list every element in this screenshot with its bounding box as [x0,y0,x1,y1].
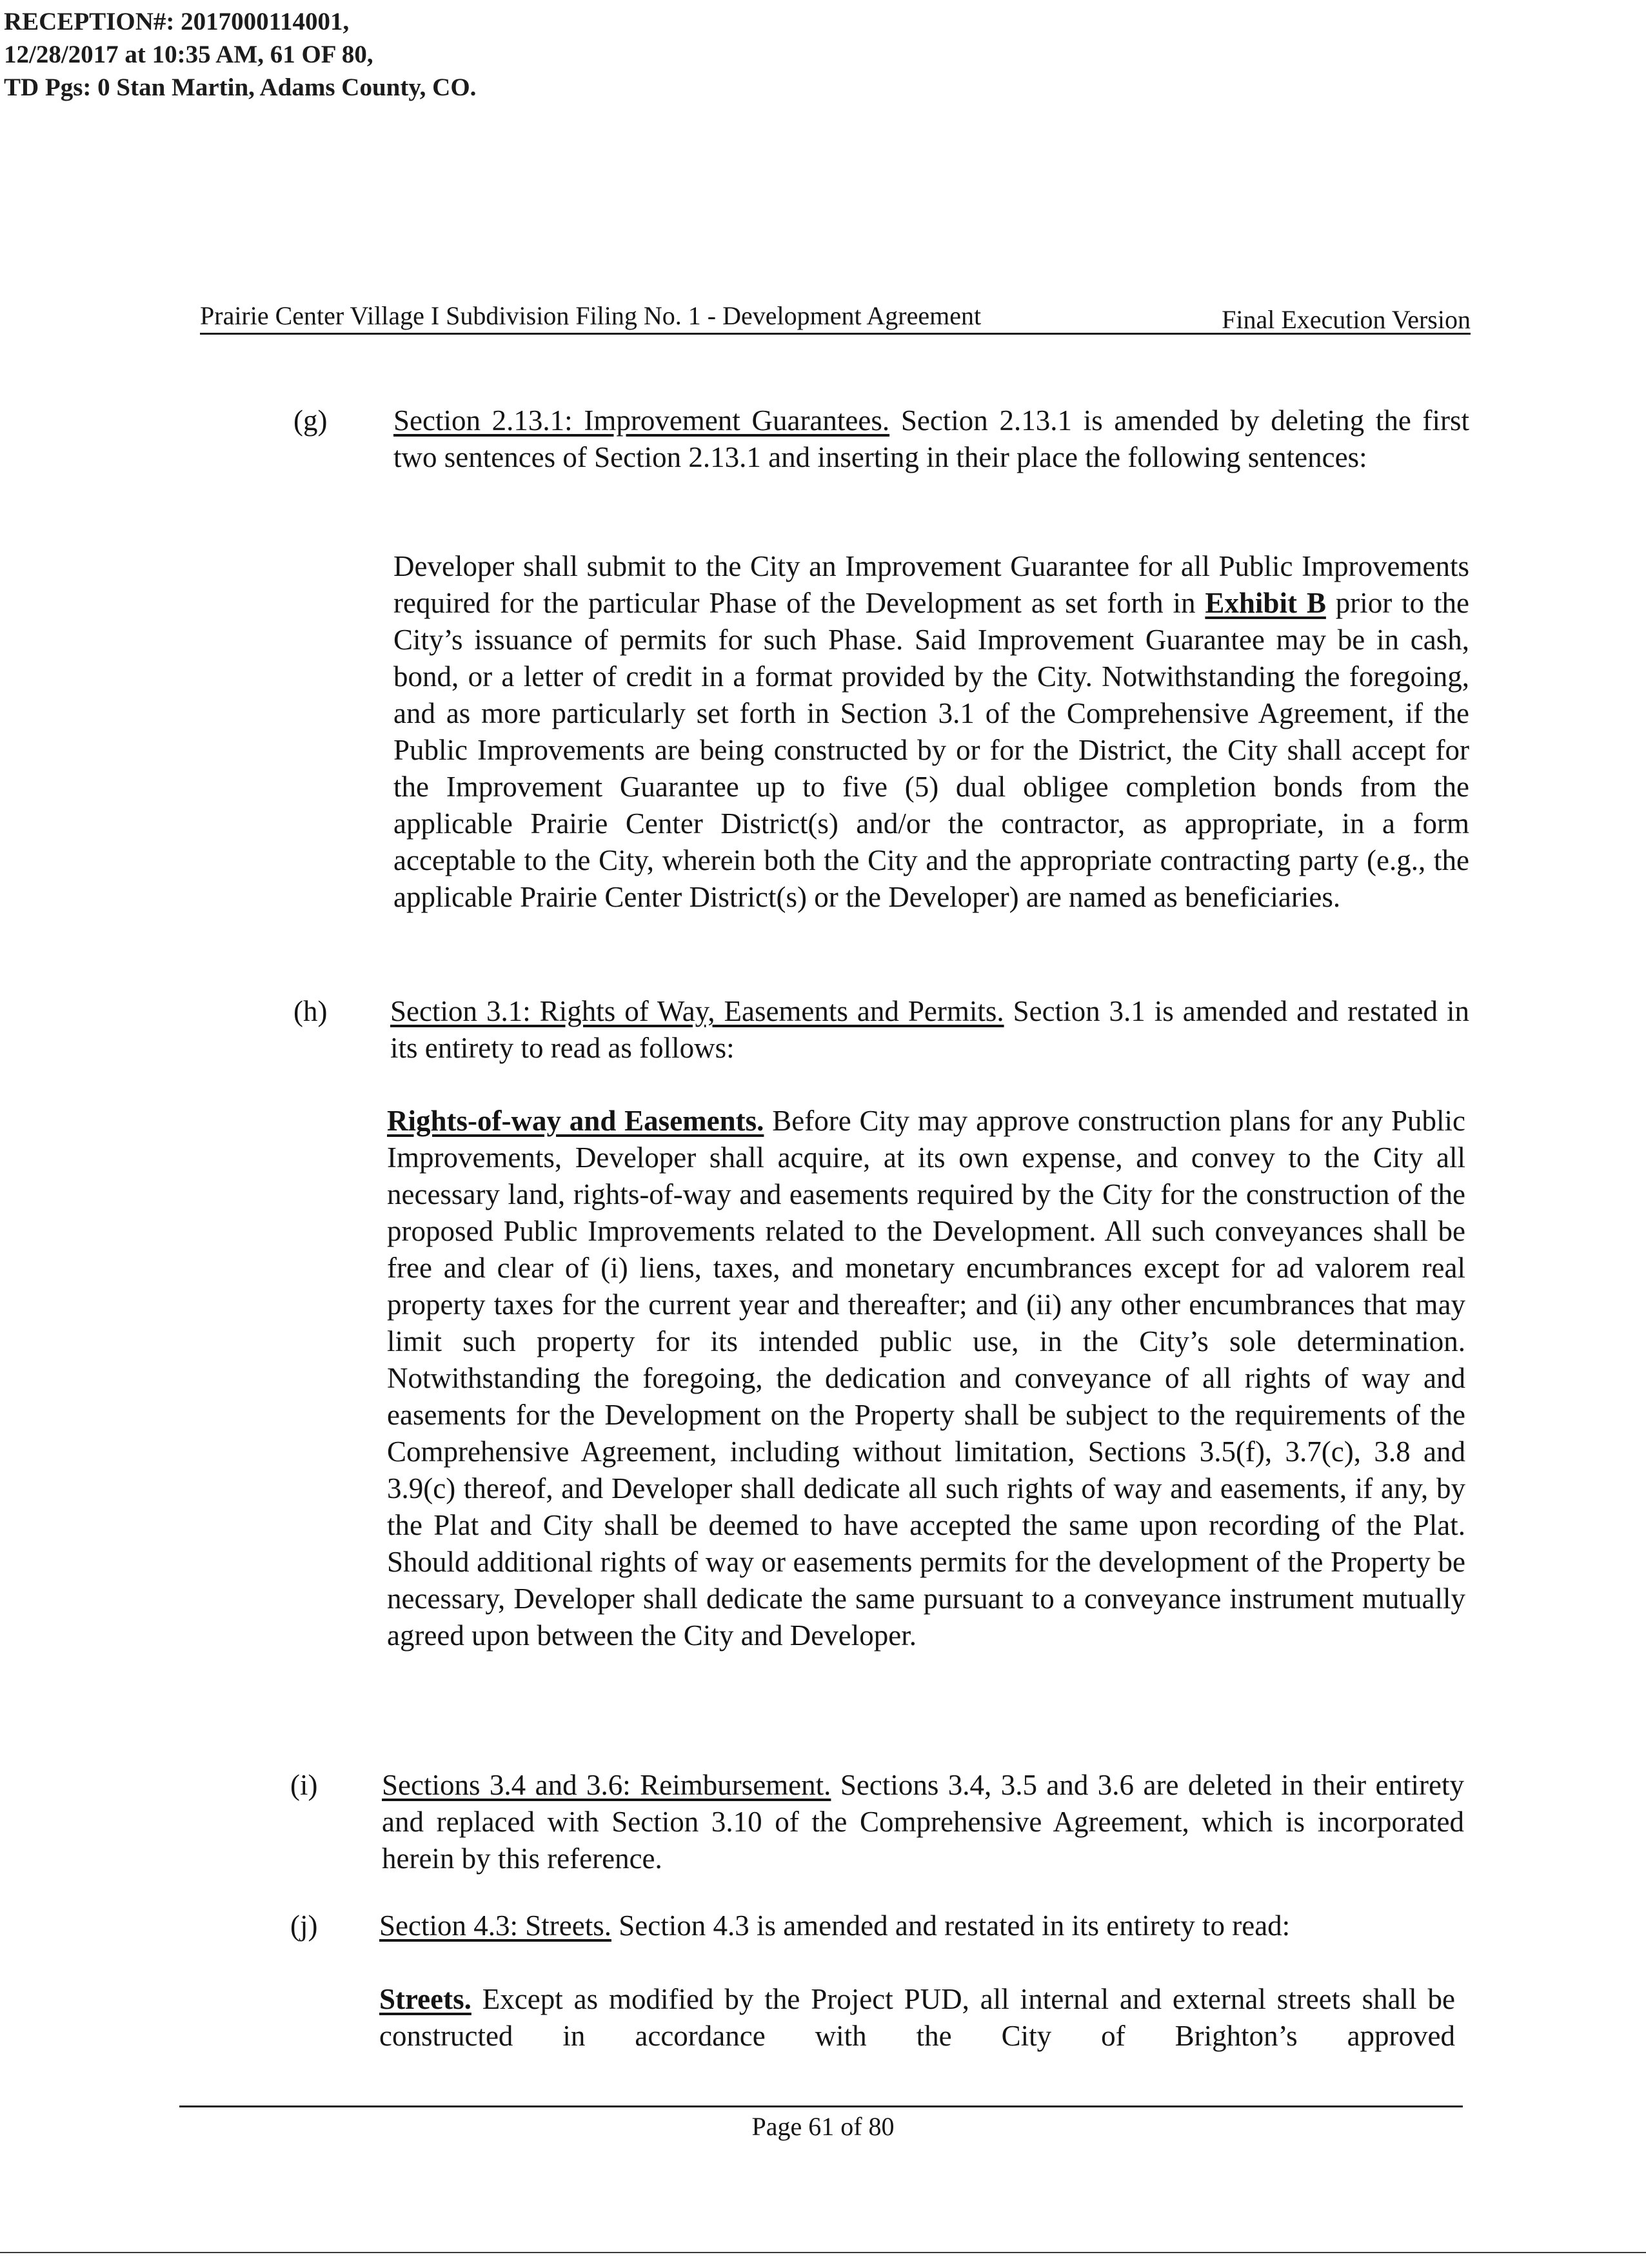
section-i-text [382,1767,1464,1877]
streets-heading: Streets. [379,1983,471,2015]
running-header [200,294,1471,335]
section-h-body-text: Before City may approve construction plans for any Public Improvements, Developer shall acquire, at its own expense, and convey to the City all necessary land, rights-of-way and easements required by the City for the construction of the proposed Public Improvements related to the Development. All such conveyances shall be free and clear of (i) liens, taxes, and monetary encumbrances except for ad valorem real property taxes for the current year and thereafter; and (ii) any other encumbrances that may limit such property for its intended public use, in the City’s sole determination. Notwithstanding the foregoing, the dedication and conveyance of all rights of way and easements for the Development on the Property shall be subject to the requirements of the Comprehensive Agreement, including without limitation, Sections 3.5(f), 3.7(c), 3.8 and 3.9(c) thereof, and Developer shall dedicate all such rights of way and easements, if any, by the Plat and City shall be deemed to have accepted the same upon recording of the Plat. Should additional rights of way or easements permits for the development of the Property be necessary, Developer shall dedicate the same pursuant to a conveyance instrument mutually agreed upon between the City and Developer. [387,1105,1466,1652]
recording-stamp-line-3: TD Pgs: 0 Stan Martin, Adams County, CO. [4,74,477,101]
section-marker-i: (i) [290,1769,318,1801]
section-g-heading: Section 2.13.1: Improvement Guarantees. [393,404,890,437]
section-g-body-part-1: Developer shall submit to the City an Improvement Guarantee for all Public Improvements required for the particular Phase of the Development as set forth in [393,550,1469,619]
section-j-heading: Section 4.3: Streets. [379,1909,611,1942]
recording-stamp-line-2: 12/28/2017 at 10:35 AM, 61 OF 80, [4,41,373,68]
recording-stamp-line-1: RECEPTION#: 2017000114001, [4,8,350,35]
section-marker-j: (j) [290,1909,318,1942]
section-h-heading: Section 3.1: Rights of Way, Easements and Permits. [390,995,1004,1027]
footer-rule [179,2105,1463,2107]
section-g-intro-text: Section 2.13.1 is amended by deleting the first two sentences of Section 2.13.1 and inserting in their place the following sentences: [393,404,1470,473]
rights-of-way-heading: Rights-of-way and Easements. [387,1105,764,1137]
section-i-heading: Sections 3.4 and 3.6: Reimbursement. [382,1769,831,1801]
section-g-body [393,548,1469,916]
section-h-intro-text: Section 3.1 is amended and restated in its entirety to read as follows: [390,995,1470,1064]
section-h-body [387,1103,1465,1654]
section-j-body [379,1981,1455,2055]
recording-stamp [4,5,476,104]
section-j-intro-text: Section 4.3 is amended and restated in its entirety to read: [619,1909,1291,1942]
section-marker-h: (h) [293,995,328,1027]
section-j-body-text: Except as modified by the Project PUD, all internal and external streets shall be constructed in accordance with the City of Brighton’s approved [379,1983,1456,2052]
section-i-intro-text: Sections 3.4, 3.5 and 3.6 are deleted in their entirety and replaced with Section 3.10 of the Comprehensive Agreement, which is incorporated herein by this reference. [382,1769,1464,1875]
section-g-body-part-2: prior to the City’s issuance of permits for such Phase. Said Improvement Guarantee may be in cash, bond, or a letter of credit in a format provided by the City. Notwithstanding the foregoing, and as more particularly set forth in Section 3.1 of the Comprehensive Agreement, if the Public Improvements are being constructed by or for the District, the City shall accept for the Improvement Guarantee up to five (5) dual obligee completion bonds from the applicable Prairie Center District(s) and/or the contractor, as appropriate, in a form acceptable to the City, wherein both the City and the appropriate contracting party (e.g., the applicable Prairie Center District(s) or the Developer) are named as beneficiaries. [393,587,1470,913]
section-marker-g: (g) [293,404,328,437]
document-title: Prairie Center Village I Subdivision Filing No. 1 - Development Agreement [200,301,982,330]
exhibit-b-reference: Exhibit B [1205,587,1326,619]
page-number: Page 61 of 80 [751,2112,895,2141]
section-h-intro [390,993,1469,1067]
section-g-intro [393,402,1469,476]
scan-edge-rule [0,2252,1646,2253]
section-j-intro [379,1908,1464,1944]
version-label: Final Execution Version [1222,305,1471,334]
